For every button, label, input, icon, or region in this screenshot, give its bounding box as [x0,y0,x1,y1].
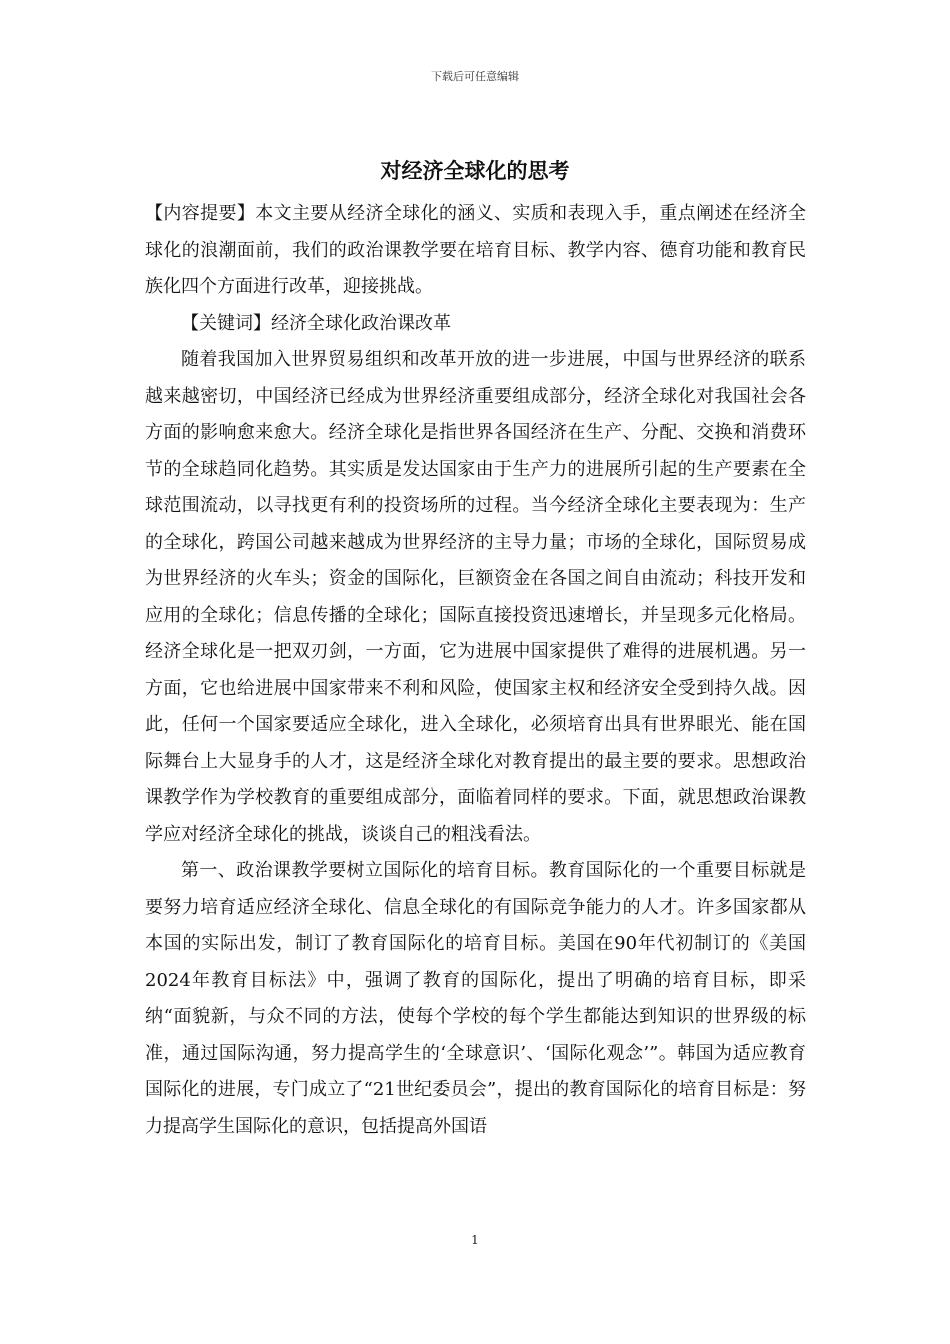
header-note: 下载后可任意编辑 [431,70,519,83]
body-paragraph: 随着我国加入世界贸易组织和改革开放的进一步进展，中国与世界经济的联系越来越密切，中国经济已经成为世界经济重要组成部分，经济全球化对我国社会各方面的影响愈来愈大。经济全球化是指世界各国经济在生产、分配、交换和消费环节的全球趋同化趋势。其实质是发达国家由于生产力的进展所引起的生产要素在全球范围流动，以寻找更有利的投资场所的过程。当今经济全球化主要表现为：生产的全球化，跨国公司越来越成为世界经济的主导力量；市场的全球化，国际贸易成为世界经济的火车头；资金的国际化，巨额资金在各国之间自由流动；科技开发和应用的全球化；信息传播的全球化；国际直接投资迅速增长，并呈现多元化格局。经济全球化是一把双刃剑，一方面，它为进展中国家提供了难得的进展机遇。另一方面，它也给进展中国家带来不利和风险，使国家主权和经济安全受到持久战。因此，任何一个国家要适应全球化，进入全球化，必须培育出具有世界眼光、能在国际舞台上大显身手的人才，这是经济全球化对教育提出的最主要的要求。思想政治课教学作为学校教育的重要组成部分，面临着同样的要求。下面，就思想政治课教学应对经济全球化的挑战，谈谈自己的粗浅看法。 [145,349,806,845]
document-title: 对经济全球化的思考 [380,158,570,183]
keywords-paragraph: 【关键词】经济全球化政治课改革 [181,312,451,334]
document-body [145,196,806,1145]
abstract-paragraph: 【内容提要】本文主要从经济全球化的涵义、实质和表现入手，重点阐述在经济全球化的浪潮面前，我们的政治课教学要在培育目标、教学内容、德育功能和教育民族化四个方面进行改革，迎接挑战。 [145,203,806,297]
body-paragraph: 第一、政治课教学要树立国际化的培育目标。教育国际化的一个重要目标就是要努力培育适应经济全球化、信息全球化的有国际竞争能力的人才。许多国家都从本国的实际出发，制订了教育国际化的培育目标。美国在90年代初制订的《美国2024年教育目标法》中，强调了教育的国际化，提出了明确的培育目标，即采纳“面貌新，与众不同的方法，使每个学校的每个学生都能达到知识的世界级的标准，通过国际沟通，努力提高学生的‘全球意识’、‘国际化观念’”。韩国为适应教育国际化的进展，专门成立了“21世纪委员会”，提出的教育国际化的培育目标是：努力提高学生国际化的意识，包括提高外国语 [145,860,806,1137]
page-number: 1 [471,1233,479,1247]
